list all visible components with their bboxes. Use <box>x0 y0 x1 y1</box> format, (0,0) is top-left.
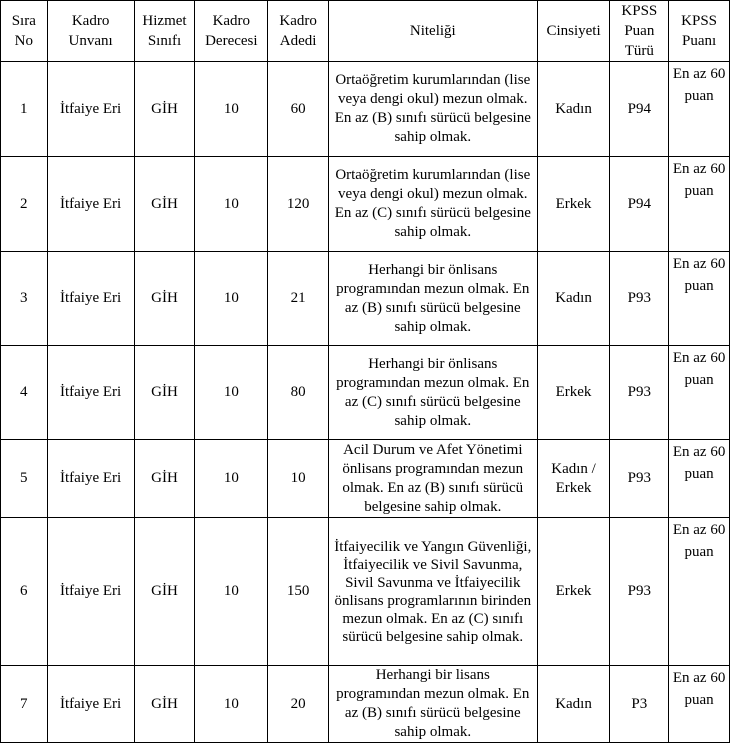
header-kpss-puani: KPSS Puanı <box>669 1 730 62</box>
cell-adet: 120 <box>268 157 329 252</box>
cell-unvan: İtfaiye Eri <box>47 62 134 157</box>
cell-derece: 10 <box>195 518 268 666</box>
cell-derece: 10 <box>195 252 268 346</box>
cell-derece: 10 <box>195 346 268 440</box>
cell-sinif: GİH <box>134 666 195 743</box>
cell-derece: 10 <box>195 440 268 518</box>
cell-puan: En az 60 puan <box>669 666 730 743</box>
cell-cinsiyet: Erkek <box>537 157 610 252</box>
cell-sira: 7 <box>1 666 48 743</box>
header-hizmet-sinifi: Hizmet Sınıfı <box>134 1 195 62</box>
cell-sinif: GİH <box>134 346 195 440</box>
header-sira-no: Sıra No <box>1 1 48 62</box>
cell-puan-turu: P93 <box>610 518 669 666</box>
cell-puan-turu: P93 <box>610 252 669 346</box>
cell-puan: En az 60 puan <box>669 157 730 252</box>
cell-sinif: GİH <box>134 157 195 252</box>
cell-nitelik: Herhangi bir önlisans programından mezun olmak. En az (B) sınıfı sürücü belgesine sahip olmak. <box>329 252 538 346</box>
cell-nitelik: Ortaöğretim kurumlarından (lise veya dengi okul) mezun olmak. En az (C) sınıfı sürücü belgesine sahip olmak. <box>329 157 538 252</box>
cell-unvan: İtfaiye Eri <box>47 157 134 252</box>
header-kadro-derecesi: Kadro Derecesi <box>195 1 268 62</box>
cell-puan: En az 60 puan <box>669 440 730 518</box>
cell-puan-turu: P3 <box>610 666 669 743</box>
table-row <box>1 62 730 157</box>
cell-unvan: İtfaiye Eri <box>47 518 134 666</box>
header-kpss-puan-turu: KPSS Puan Türü <box>610 1 669 62</box>
cell-cinsiyet: Kadın <box>537 62 610 157</box>
table-row <box>1 252 730 346</box>
cell-adet: 60 <box>268 62 329 157</box>
cell-cinsiyet: Kadın / Erkek <box>537 440 610 518</box>
table-row <box>1 666 730 743</box>
cell-unvan: İtfaiye Eri <box>47 346 134 440</box>
cell-cinsiyet: Erkek <box>537 518 610 666</box>
cell-adet: 21 <box>268 252 329 346</box>
cell-adet: 150 <box>268 518 329 666</box>
cell-sinif: GİH <box>134 518 195 666</box>
cell-adet: 80 <box>268 346 329 440</box>
cell-nitelik: İtfaiyecilik ve Yangın Güvenliği, İtfaiyecilik ve Sivil Savunma, Sivil Savunma ve İtfaiyecilik önlisans programlarının birinden mezun olmak. En az (C) sınıfı sürücü belgesine sahip olmak. <box>329 518 538 666</box>
cell-puan: En az 60 puan <box>669 252 730 346</box>
cell-sira: 6 <box>1 518 48 666</box>
cell-cinsiyet: Kadın <box>537 666 610 743</box>
cell-cinsiyet: Kadın <box>537 252 610 346</box>
table-row <box>1 157 730 252</box>
cell-adet: 10 <box>268 440 329 518</box>
cell-nitelik: Acil Durum ve Afet Yönetimi önlisans programından mezun olmak. En az (B) sınıfı sürücü belgesine sahip olmak. <box>329 440 538 518</box>
cell-puan-turu: P94 <box>610 62 669 157</box>
header-cinsiyeti: Cinsiyeti <box>537 1 610 62</box>
cell-unvan: İtfaiye Eri <box>47 440 134 518</box>
cell-puan-turu: P93 <box>610 440 669 518</box>
table-row <box>1 518 730 666</box>
cell-sira: 4 <box>1 346 48 440</box>
cell-sira: 2 <box>1 157 48 252</box>
cell-derece: 10 <box>195 666 268 743</box>
cell-unvan: İtfaiye Eri <box>47 252 134 346</box>
cell-sinif: GİH <box>134 252 195 346</box>
cell-sira: 5 <box>1 440 48 518</box>
cell-puan-turu: P93 <box>610 346 669 440</box>
cell-derece: 10 <box>195 157 268 252</box>
cell-puan: En az 60 puan <box>669 62 730 157</box>
cell-sira: 3 <box>1 252 48 346</box>
header-kadro-adedi: Kadro Adedi <box>268 1 329 62</box>
cell-derece: 10 <box>195 62 268 157</box>
cell-nitelik: Herhangi bir önlisans programından mezun olmak. En az (C) sınıfı sürücü belgesine sahip olmak. <box>329 346 538 440</box>
cell-adet: 20 <box>268 666 329 743</box>
table-row <box>1 346 730 440</box>
header-kadro-unvani: Kadro Unvanı <box>47 1 134 62</box>
cell-sira: 1 <box>1 62 48 157</box>
cell-sinif: GİH <box>134 440 195 518</box>
table-row <box>1 440 730 518</box>
header-row <box>1 1 730 62</box>
cell-cinsiyet: Erkek <box>537 346 610 440</box>
cell-unvan: İtfaiye Eri <box>47 666 134 743</box>
cell-puan: En az 60 puan <box>669 346 730 440</box>
cell-puan-turu: P94 <box>610 157 669 252</box>
cell-nitelik: Ortaöğretim kurumlarından (lise veya dengi okul) mezun olmak. En az (B) sınıfı sürücü belgesine sahip olmak. <box>329 62 538 157</box>
header-niteligi: Niteliği <box>329 1 538 62</box>
cell-sinif: GİH <box>134 62 195 157</box>
cell-nitelik: Herhangi bir lisans programından mezun olmak. En az (B) sınıfı sürücü belgesine sahip olmak. <box>329 666 538 743</box>
cell-puan: En az 60 puan <box>669 518 730 666</box>
